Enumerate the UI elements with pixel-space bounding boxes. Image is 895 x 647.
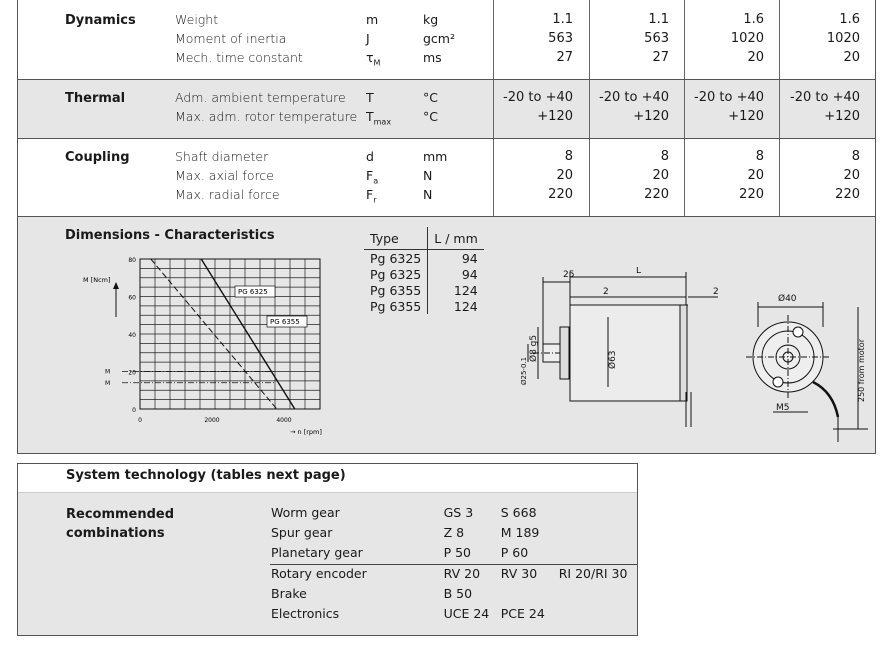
symbol-text: τ [366,50,374,65]
combination-value: RI 20/RI 30 [558,566,628,581]
dynamics-label: Weight [175,12,219,27]
symbol-subscript: a [373,176,379,186]
dim-2b: 2 [713,287,719,297]
dynamics-symbol [366,12,378,27]
type-row [364,250,484,267]
dynamics-value: 27 [556,50,573,65]
motor-dimension-drawing [488,267,873,447]
coupling-unit: N [423,168,433,183]
combination-value [558,544,637,565]
dynamics-label: Mech. time constant [175,50,303,65]
dynamics-value: 20 [747,50,764,65]
dynamics-value: 20 [843,50,860,65]
combination-value: UCE 24 [443,606,490,621]
x-tick-label: 0 [138,417,142,424]
coupling-value: 8 [660,149,669,164]
dynamics-label: Moment of inertia [175,31,287,46]
dynamics-unit: gcm² [423,31,455,46]
dimensions-section [17,217,876,454]
dynamics-value: 1.1 [648,12,669,27]
thermal-label: Max. adm. rotor temperature [175,109,358,124]
type-cell: Pg 6355 [364,298,428,314]
length-header: L / mm [428,227,484,250]
type-cell: Pg 6325 [364,250,428,267]
dim-phi8: Ø8 g5 [529,334,539,362]
coupling-category: Coupling [65,150,130,165]
dim-phi63: Ø63 [608,350,618,369]
combination-row [270,605,637,625]
combination-label: Planetary gear [271,545,363,560]
combination-value: M 189 [500,525,540,540]
combination-row [270,565,637,586]
coupling-value: 20 [747,168,764,183]
combination-value: S 668 [500,505,537,520]
coupling-unit: N [423,187,433,202]
combinations-table [270,504,637,625]
type-header: Type [364,227,428,250]
length-cell: 94 [461,266,478,282]
symbol-text: F [366,187,374,202]
y-arrow-head [113,282,119,289]
type-row [364,266,484,282]
symbol-text: d [366,149,374,164]
thermal-value: +120 [537,109,573,124]
coupling-value: 8 [564,149,573,164]
thermal-value: -20 to +40 [790,90,860,105]
combination-row [270,504,637,524]
symbol-text: T [366,90,374,105]
y-tick-label: 20 [128,369,136,377]
length-cell: 124 [453,282,478,298]
symbol-text: T [366,109,374,124]
dim-phi25: Ø25-0.1 [520,356,528,385]
length-cell: 124 [453,298,478,314]
thermal-symbol [366,90,374,105]
thermal-unit: °C [423,90,438,105]
dynamics-category: Dynamics [65,13,136,28]
thermal-value: -20 to +40 [599,90,669,105]
x-axis-label: → n [rpm] [290,428,322,436]
combination-value [558,504,637,524]
system-title: System technology (tables next page) [18,464,637,493]
combination-row [270,544,637,565]
combination-value [558,605,637,625]
length-cell: 94 [461,250,478,266]
combination-value: B 50 [443,586,473,601]
type-cell: Pg 6355 [364,282,428,298]
y-tick-label: 40 [128,332,136,339]
dynamics-value: 1020 [826,31,860,46]
symbol-subscript: max [373,117,392,127]
combination-value: RV 20 [443,566,481,581]
dynamics-value: 563 [548,31,573,46]
coupling-symbol [366,168,378,186]
symbol-text: F [366,168,374,183]
dynamics-symbol [366,50,380,68]
symbol-text: J [366,31,370,46]
coupling-value: 20 [556,168,573,183]
x-tick-label: 2000 [204,417,220,424]
category-line-1: Recommended [66,507,175,522]
coupling-symbol [366,187,377,205]
coupling-symbol [366,149,374,164]
dynamics-value: 563 [644,31,669,46]
coupling-unit: mm [423,149,448,164]
combination-label: Spur gear [271,525,333,540]
combination-label: Brake [271,586,307,601]
recommended-combinations-label [66,505,174,543]
symbol-subscript: r [373,195,377,205]
marker-label: M [105,379,111,387]
coupling-label: Shaft diameter [175,149,269,164]
combination-value: GS 3 [443,505,474,520]
combination-value: RV 30 [500,566,538,581]
combination-value [558,585,637,605]
coupling-value: 8 [755,149,764,164]
combination-value: Z 8 [443,525,465,540]
coupling-value: 20 [843,168,860,183]
thermal-label: Adm. ambient temperature [175,90,346,105]
y-tick-label: 0 [132,407,136,414]
dim-phi40: Ø40 [778,294,797,304]
dynamics-value: 1.1 [552,12,573,27]
dynamics-symbol [366,31,370,46]
coupling-section [17,139,876,217]
type-row [364,282,484,298]
symbol-subscript: M [373,58,381,68]
dim-2a: 2 [603,287,609,297]
thermal-category: Thermal [65,91,126,106]
combination-label: Rotary encoder [271,566,367,581]
thermal-value: +120 [633,109,669,124]
dynamics-unit: kg [423,12,439,27]
coupling-value: 220 [739,187,764,202]
thermal-value: +120 [728,109,764,124]
marker-label: M [105,368,111,376]
coupling-value: 8 [851,149,860,164]
combination-label: Electronics [271,606,340,621]
coupling-label: Max. radial force [175,187,280,202]
dim-cable: 250 from motor [857,339,866,402]
y-tick-label: 60 [128,294,136,302]
characteristic-chart [78,252,338,447]
coupling-value: 20 [652,168,669,183]
coupling-value: 220 [548,187,573,202]
thermal-unit: °C [423,109,438,124]
thermal-symbol [366,109,391,127]
combination-value: P 50 [443,545,472,560]
series-label: PG 6355 [270,318,300,326]
dynamics-value: 1.6 [743,12,764,27]
dimensions-title: Dimensions - Characteristics [65,228,275,243]
coupling-value: 220 [835,187,860,202]
coupling-value: 220 [644,187,669,202]
thermal-value: -20 to +40 [694,90,764,105]
dim-m5: M5 [776,403,790,413]
combination-label: Worm gear [271,505,340,520]
dynamics-value: 1.6 [839,12,860,27]
symbol-text: m [366,12,379,27]
series-label: PG 6325 [238,288,268,296]
thermal-value: +120 [824,109,860,124]
combination-value [500,585,558,605]
thermal-section [17,80,876,139]
dynamics-value: 27 [652,50,669,65]
type-row [364,298,484,314]
type-table [364,227,484,314]
dynamics-value: 1020 [730,31,764,46]
dynamics-unit: ms [423,50,442,65]
coupling-label: Max. axial force [175,168,274,183]
category-line-2: combinations [66,526,165,541]
thermal-value: -20 to +40 [503,90,573,105]
combination-row [270,524,637,544]
y-axis-label: M [Ncm] [83,276,111,284]
combination-value: P 60 [500,545,529,560]
dynamics-section [17,0,876,80]
combination-row [270,585,637,605]
y-tick-label: 80 [128,257,136,264]
dim-l: L [636,267,642,276]
x-tick-label: 4000 [276,417,292,424]
system-section [17,463,638,636]
dim-25: 25 [563,270,575,280]
type-cell: Pg 6325 [364,266,428,282]
combination-value: PCE 24 [500,606,545,621]
combination-value [558,524,637,544]
